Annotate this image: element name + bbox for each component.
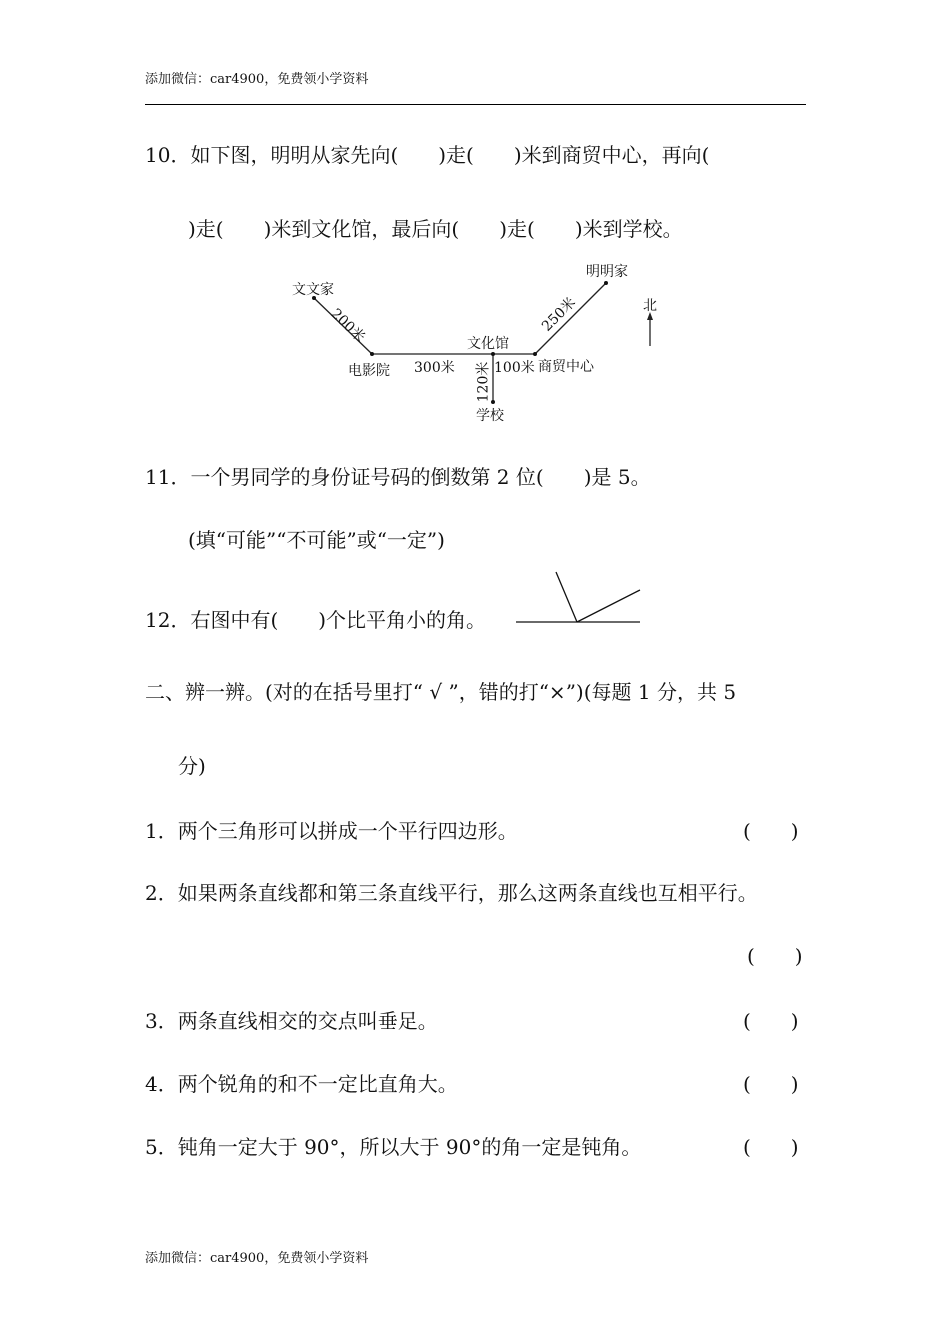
judge-answer-1[interactable]: ( ) — [743, 819, 799, 843]
q10-line1: 10．如下图，明明从家先向( )走( )米到商贸中心，再向( — [145, 143, 710, 167]
header-text: 添加微信：car4900，免费领小学资料 — [145, 72, 369, 87]
judge-item-4: 4．两个锐角的和不一定比直角大。 — [145, 1072, 458, 1096]
label-cinema: 电影院 — [348, 363, 390, 379]
label-250m: 250米 — [539, 294, 580, 335]
section2-line2: 分) — [178, 754, 206, 778]
judge-answer-2[interactable]: ( ) — [747, 944, 803, 968]
label-north: 北 — [643, 298, 657, 314]
judge-answer-4[interactable]: ( ) — [743, 1072, 799, 1096]
label-100m: 100米 — [494, 360, 535, 376]
judge-item-3: 3．两条直线相交的交点叫垂足。 — [145, 1009, 438, 1033]
label-300m: 300米 — [414, 360, 455, 376]
judge-answer-3[interactable]: ( ) — [743, 1009, 799, 1033]
q11-line2: (填“可能”“不可能”或“一定”) — [188, 528, 445, 552]
q10-line2: )走( )米到文化馆，最后向( )走( )米到学校。 — [188, 217, 683, 241]
q12-text: 12．右图中有( )个比平角小的角。 — [145, 608, 487, 632]
label-trade-center: 商贸中心 — [538, 359, 594, 375]
label-120m: 120米 — [475, 361, 492, 403]
q11-line1: 11．一个男同学的身份证号码的倒数第 2 位( )是 5。 — [145, 465, 651, 489]
judge-item-1: 1．两个三角形可以拼成一个平行四边形。 — [145, 819, 518, 843]
judge-item-2: 2．如果两条直线都和第三条直线平行，那么这两条直线也互相平行。 — [145, 881, 758, 905]
label-culture-hall: 文化馆 — [467, 336, 509, 352]
label-mingming-home: 明明家 — [586, 264, 628, 280]
judge-answer-5[interactable]: ( ) — [743, 1135, 799, 1159]
judge-item-5: 5．钝角一定大于 90°，所以大于 90°的角一定是钝角。 — [145, 1135, 642, 1159]
section2-line1: 二、辨一辨。(对的在括号里打“ √ ”，错的打“×”)(每题 1 分，共 5 — [145, 680, 737, 704]
label-200m: 200米 — [327, 305, 368, 346]
footer-text: 添加微信：car4900，免费领小学资料 — [145, 1251, 369, 1266]
label-school: 学校 — [476, 408, 504, 424]
label-wenwen-home: 文文家 — [292, 282, 334, 298]
